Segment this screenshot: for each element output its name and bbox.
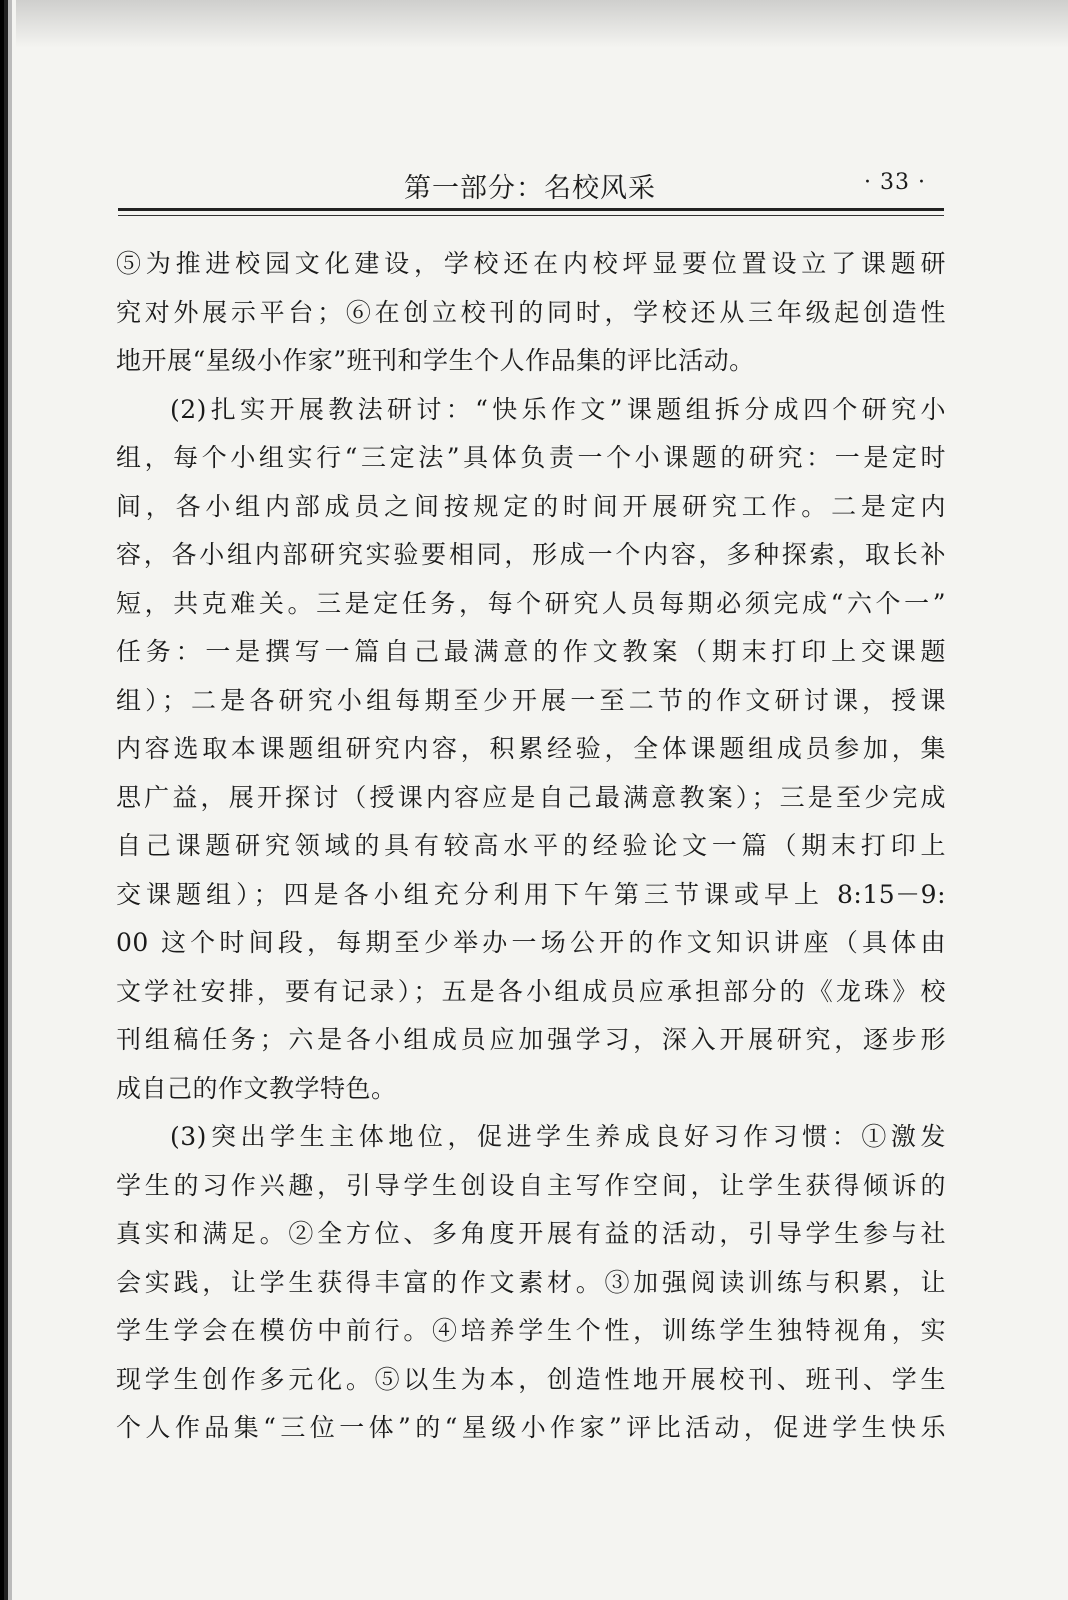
text-line: 00 这个时间段，每期至少举办一场公开的作文知识讲座（具体由 <box>116 928 946 957</box>
text-line: 地开展“星级小作家”班刊和学生个人作品集的评比活动。 <box>116 346 755 375</box>
text-line: 间，各小组内部成员之间按规定的时间开展研究工作。二是定内 <box>116 491 946 521</box>
text-line: 学生的习作兴趣，引导学生创设自主写作空间，让学生获得倾诉的 <box>116 1170 946 1200</box>
text-line: 会实践，让学生获得丰富的作文素材。③加强阅读训练与积累，让 <box>116 1267 946 1297</box>
text-line: 刊组稿任务；六是各小组成员应加强学习，深入开展研究，逐步形 <box>116 1025 946 1054</box>
text-line: 容，各小组内部研究实验要相同，形成一个内容，多种探索，取长补 <box>116 540 946 569</box>
text-line: 究对外展示平台；⑥在创立校刊的同时，学校还从三年级起创造性 <box>116 297 946 327</box>
scan-top-shadow <box>0 0 1068 48</box>
scan-binding-edge <box>0 0 16 1600</box>
text-line: 真实和满足。②全方位、多角度开展有益的活动，引导学生参与社 <box>116 1219 946 1248</box>
text-line: 交课题组）；四是各小组充分利用下午第三节课或早上 8:15－9: <box>116 879 946 909</box>
text-line: 内容选取本课题组研究内容，积累经验，全体课题组成员参加，集 <box>116 734 946 763</box>
header-title: 第一部分：名校风采 <box>404 173 656 204</box>
text-line: 成自己的作文教学特色。 <box>116 1073 397 1103</box>
text-line: (2)扎实开展教法研讨：“快乐作文”课题组拆分成四个研究小 <box>170 394 946 424</box>
text-line: 自己课题研究领域的具有较高水平的经验论文一篇（期末打印上 <box>116 831 946 860</box>
text-line: 任务：一是撰写一篇自己最满意的作文教案（期末打印上交课题 <box>116 637 946 666</box>
text-line: ⑤为推进校园文化建设，学校还在内校坪显要位置设立了课题研 <box>116 249 946 278</box>
text-line: 现学生创作多元化。⑤以生为本，创造性地开展校刊、班刊、学生 <box>116 1364 946 1394</box>
running-header <box>118 162 944 206</box>
text-line: (3)突出学生主体地位，促进学生养成良好习作习惯：①激发 <box>170 1122 946 1151</box>
page-number: · 33 · <box>864 170 926 195</box>
text-line: 个人作品集“三位一体”的“星级小作家”评比活动，促进学生快乐 <box>116 1413 946 1442</box>
text-line: 学生学会在模仿中前行。④培养学生个性，训练学生独特视角，实 <box>116 1316 946 1345</box>
header-rule-thick <box>118 208 944 211</box>
text-line: 组）；二是各研究小组每期至少开展一至二节的作文研讨课，授课 <box>116 685 946 715</box>
text-line: 组，每个小组实行“三定法”具体负责一个小课题的研究：一是定时 <box>116 443 946 472</box>
text-line: 思广益，展开探讨（授课内容应是自己最满意教案）；三是至少完成 <box>116 782 946 812</box>
header-rule-thin <box>118 215 944 216</box>
text-line: 文学社安排，要有记录）；五是各小组成员应承担部分的《龙珠》校 <box>116 976 946 1006</box>
body-text <box>116 240 946 1453</box>
text-line: 短，共克难关。三是定任务，每个研究人员每期必须完成“六个一” <box>116 588 946 618</box>
